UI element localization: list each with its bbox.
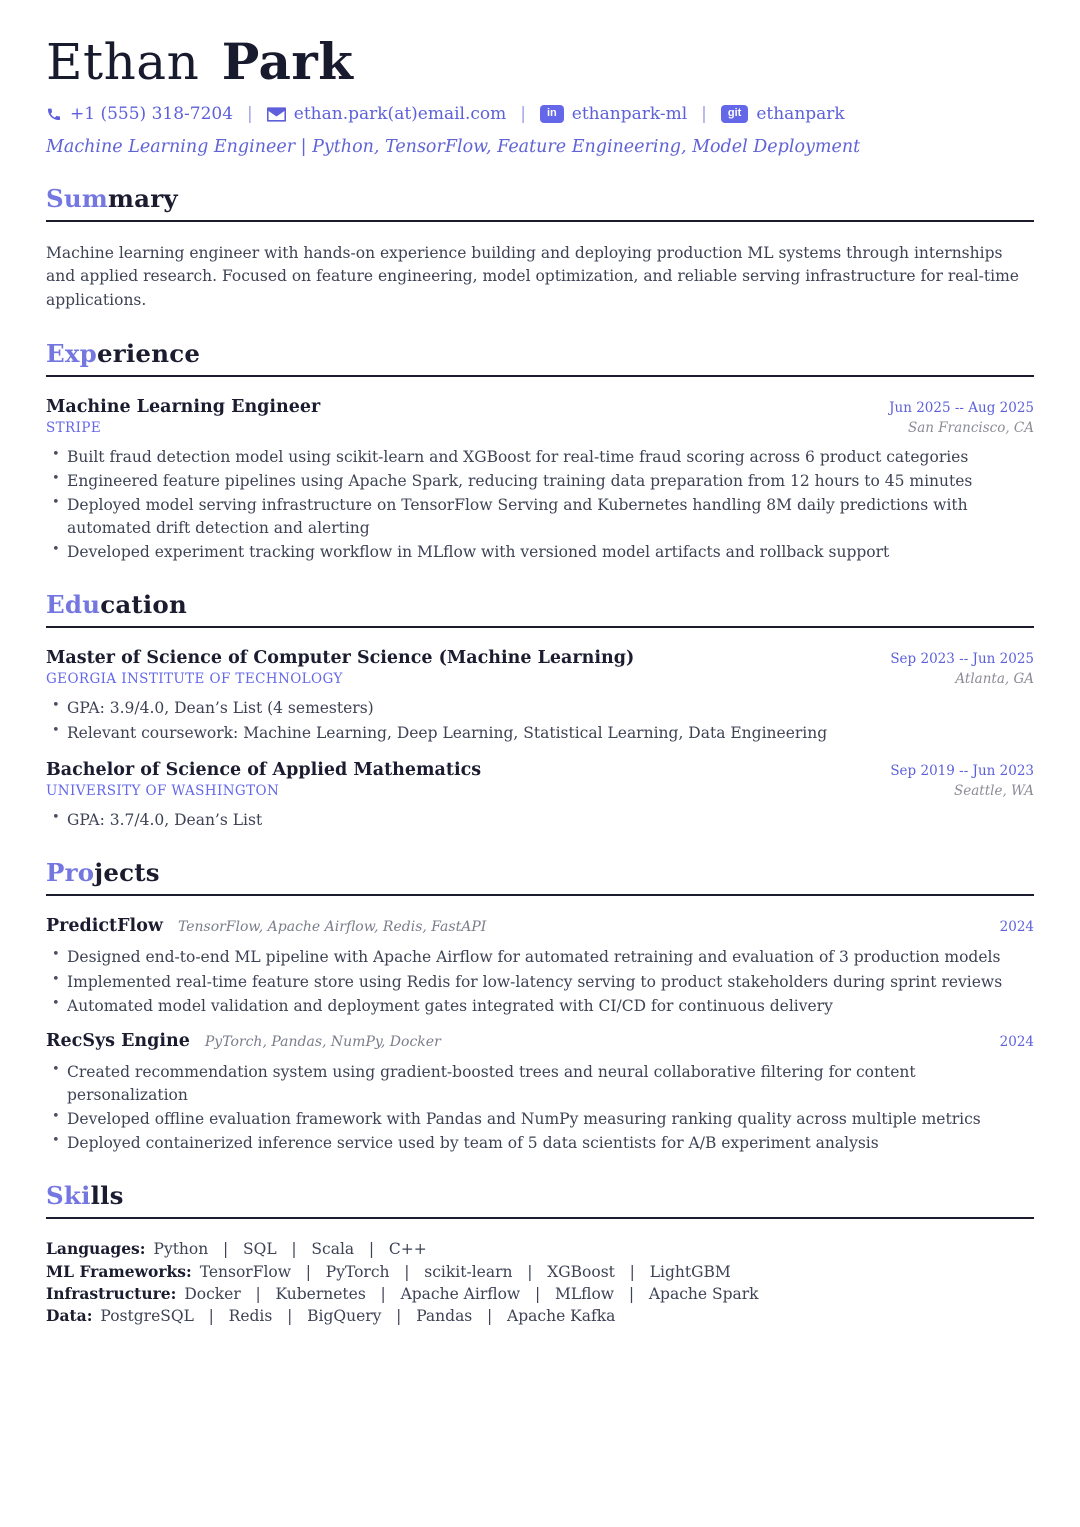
school-location: Atlanta, GA (955, 671, 1034, 688)
job-bullet: • Deployed model serving infrastructure on TensorFlow Serving and Kubernetes handling 8M daily predictions with automated drift detection and alerting (50, 494, 1034, 539)
mail-icon (267, 107, 286, 122)
github-icon: git (721, 105, 748, 122)
project-name: PredictFlow (46, 916, 163, 937)
job-dates: Jun 2025 -- Aug 2025 (889, 399, 1034, 416)
email-link[interactable] (267, 104, 506, 124)
summary-heading-rest: mary (108, 184, 178, 213)
skill-values: Docker | Kubernetes | Apache Airflow | MLflow | Apache Spark (184, 1284, 759, 1303)
last-name: Park (221, 32, 354, 91)
education-entry (46, 648, 1034, 744)
education-bullet: • GPA: 3.7/4.0, Dean’s List (50, 809, 1034, 831)
project-bullet: • Designed end-to-end ML pipeline with Apache Airflow for automated retraining and evaluation of 3 production models (50, 946, 1034, 968)
experience-heading-accent: Exp (46, 338, 98, 368)
project-bullet: • Automated model validation and deployment gates integrated with CI/CD for continuous delivery (50, 995, 1034, 1017)
degree-dates: Sep 2023 -- Jun 2025 (890, 651, 1034, 668)
linkedin-icon: in (540, 105, 564, 122)
project-entry (46, 1031, 1034, 1154)
job-title: Machine Learning Engineer (46, 396, 321, 417)
section-skills (46, 1181, 1034, 1326)
job-company: STRIPE (46, 419, 102, 436)
skill-label: ML Frameworks: (46, 1261, 192, 1281)
phone-link[interactable] (46, 104, 233, 124)
section-experience (46, 339, 1034, 564)
skill-label: Languages: (46, 1239, 146, 1259)
contact-separator: | (520, 104, 526, 124)
skill-label: Data: (46, 1305, 93, 1325)
school-name: UNIVERSITY OF WASHINGTON (46, 782, 280, 799)
school-name: GEORGIA INSTITUTE OF TECHNOLOGY (46, 671, 343, 688)
project-bullets (46, 1061, 1034, 1154)
summary-heading-accent: Sum (46, 184, 109, 213)
experience-heading (46, 339, 1034, 377)
skills-heading-rest: lls (90, 1181, 124, 1211)
project-name: RecSys Engine (46, 1031, 190, 1052)
skill-row-infrastructure (46, 1284, 1034, 1304)
degree-dates: Sep 2019 -- Jun 2023 (890, 762, 1034, 779)
project-bullet: • Deployed containerized inference service used by team of 5 data scientists for A/B experiment analysis (50, 1132, 1034, 1154)
education-bullet: • GPA: 3.9/4.0, Dean’s List (4 semesters) (50, 697, 1034, 719)
degree-title: Master of Science of Computer Science (Machine Learning) (46, 648, 635, 669)
person-name (46, 34, 1034, 90)
job-bullet: • Developed experiment tracking workflow in MLflow with versioned model artifacts and rollback support (50, 541, 1034, 563)
projects-heading (46, 858, 1034, 896)
job-bullet: • Engineered feature pipelines using Apache Spark, reducing training data preparation from 12 hours to 45 minutes (50, 470, 1034, 492)
contact-separator: | (247, 104, 253, 124)
job-bullet: • Built fraud detection model using scikit-learn and XGBoost for real-time fraud scoring across 6 product categories (50, 446, 1034, 468)
section-projects (46, 858, 1034, 1154)
summary-text: Machine learning engineer with hands-on experience building and deploying production ML systems through internships and applied research. Focused on feature engineering, model optimization, and reliable serving infrastructure for real-time applications. (46, 244, 1019, 309)
contact-row (46, 104, 1034, 124)
project-entry (46, 916, 1034, 1017)
project-bullets (46, 946, 1034, 1017)
skills-heading-accent: Ski (46, 1181, 91, 1211)
skill-values: Python | SQL | Scala | C++ (153, 1240, 427, 1259)
skill-values: PostgreSQL | Redis | BigQuery | Pandas | Apache Kafka (100, 1306, 616, 1325)
skill-row-data (46, 1306, 1034, 1326)
experience-heading-rest: erience (97, 338, 201, 368)
education-heading-rest: cation (100, 590, 187, 620)
linkedin-link[interactable] (540, 104, 687, 124)
phone-number: +1 (555) 318-7204 (70, 104, 234, 124)
summary-heading (46, 184, 1034, 222)
section-summary (46, 184, 1034, 312)
linkedin-handle: ethanpark-ml (571, 104, 688, 124)
email-address: ethan.park(at)email.com (293, 104, 507, 124)
first-name: Ethan (46, 33, 200, 91)
phone-icon (46, 106, 62, 122)
skill-row-ml-frameworks (46, 1262, 1034, 1282)
skill-label: Infrastructure: (46, 1283, 177, 1303)
skill-values: TensorFlow | PyTorch | scikit-learn | XGBoost | LightGBM (199, 1262, 731, 1281)
education-bullets (46, 809, 1034, 831)
job-location: San Francisco, CA (907, 419, 1034, 436)
skill-row-languages (46, 1239, 1034, 1259)
project-year: 2024 (999, 1034, 1034, 1051)
github-link[interactable] (721, 104, 845, 124)
project-bullet: • Created recommendation system using gradient-boosted trees and neural collaborative filtering for content personalization (50, 1061, 1034, 1106)
education-heading (46, 590, 1034, 628)
job-bullets (46, 446, 1034, 564)
section-education (46, 590, 1034, 831)
school-location: Seattle, WA (954, 782, 1034, 799)
experience-entry (46, 397, 1034, 564)
education-entry (46, 760, 1034, 831)
contact-separator: | (701, 104, 707, 124)
projects-heading-rest: jects (94, 858, 160, 888)
projects-heading-accent: Pro (46, 858, 95, 888)
education-bullet: • Relevant coursework: Machine Learning, Deep Learning, Statistical Learning, Data Engineering (50, 722, 1034, 744)
education-heading-accent: Edu (46, 590, 101, 620)
github-handle: ethanpark (756, 104, 845, 124)
education-bullets (46, 697, 1034, 744)
project-stack: TensorFlow, Apache Airflow, Redis, FastAPI (177, 919, 487, 936)
degree-title: Bachelor of Science of Applied Mathematics (46, 759, 482, 780)
project-bullet: • Implemented real-time feature store using Redis for low-latency serving to product stakeholders during sprint reviews (50, 971, 1034, 993)
project-year: 2024 (999, 919, 1034, 936)
project-bullet: • Developed offline evaluation framework with Pandas and NumPy measuring ranking quality across multiple metrics (50, 1108, 1034, 1130)
tagline: Machine Learning Engineer | Python, TensorFlow, Feature Engineering, Model Deployment (46, 137, 861, 157)
project-stack: PyTorch, Pandas, NumPy, Docker (204, 1034, 441, 1051)
skills-heading (46, 1181, 1034, 1219)
